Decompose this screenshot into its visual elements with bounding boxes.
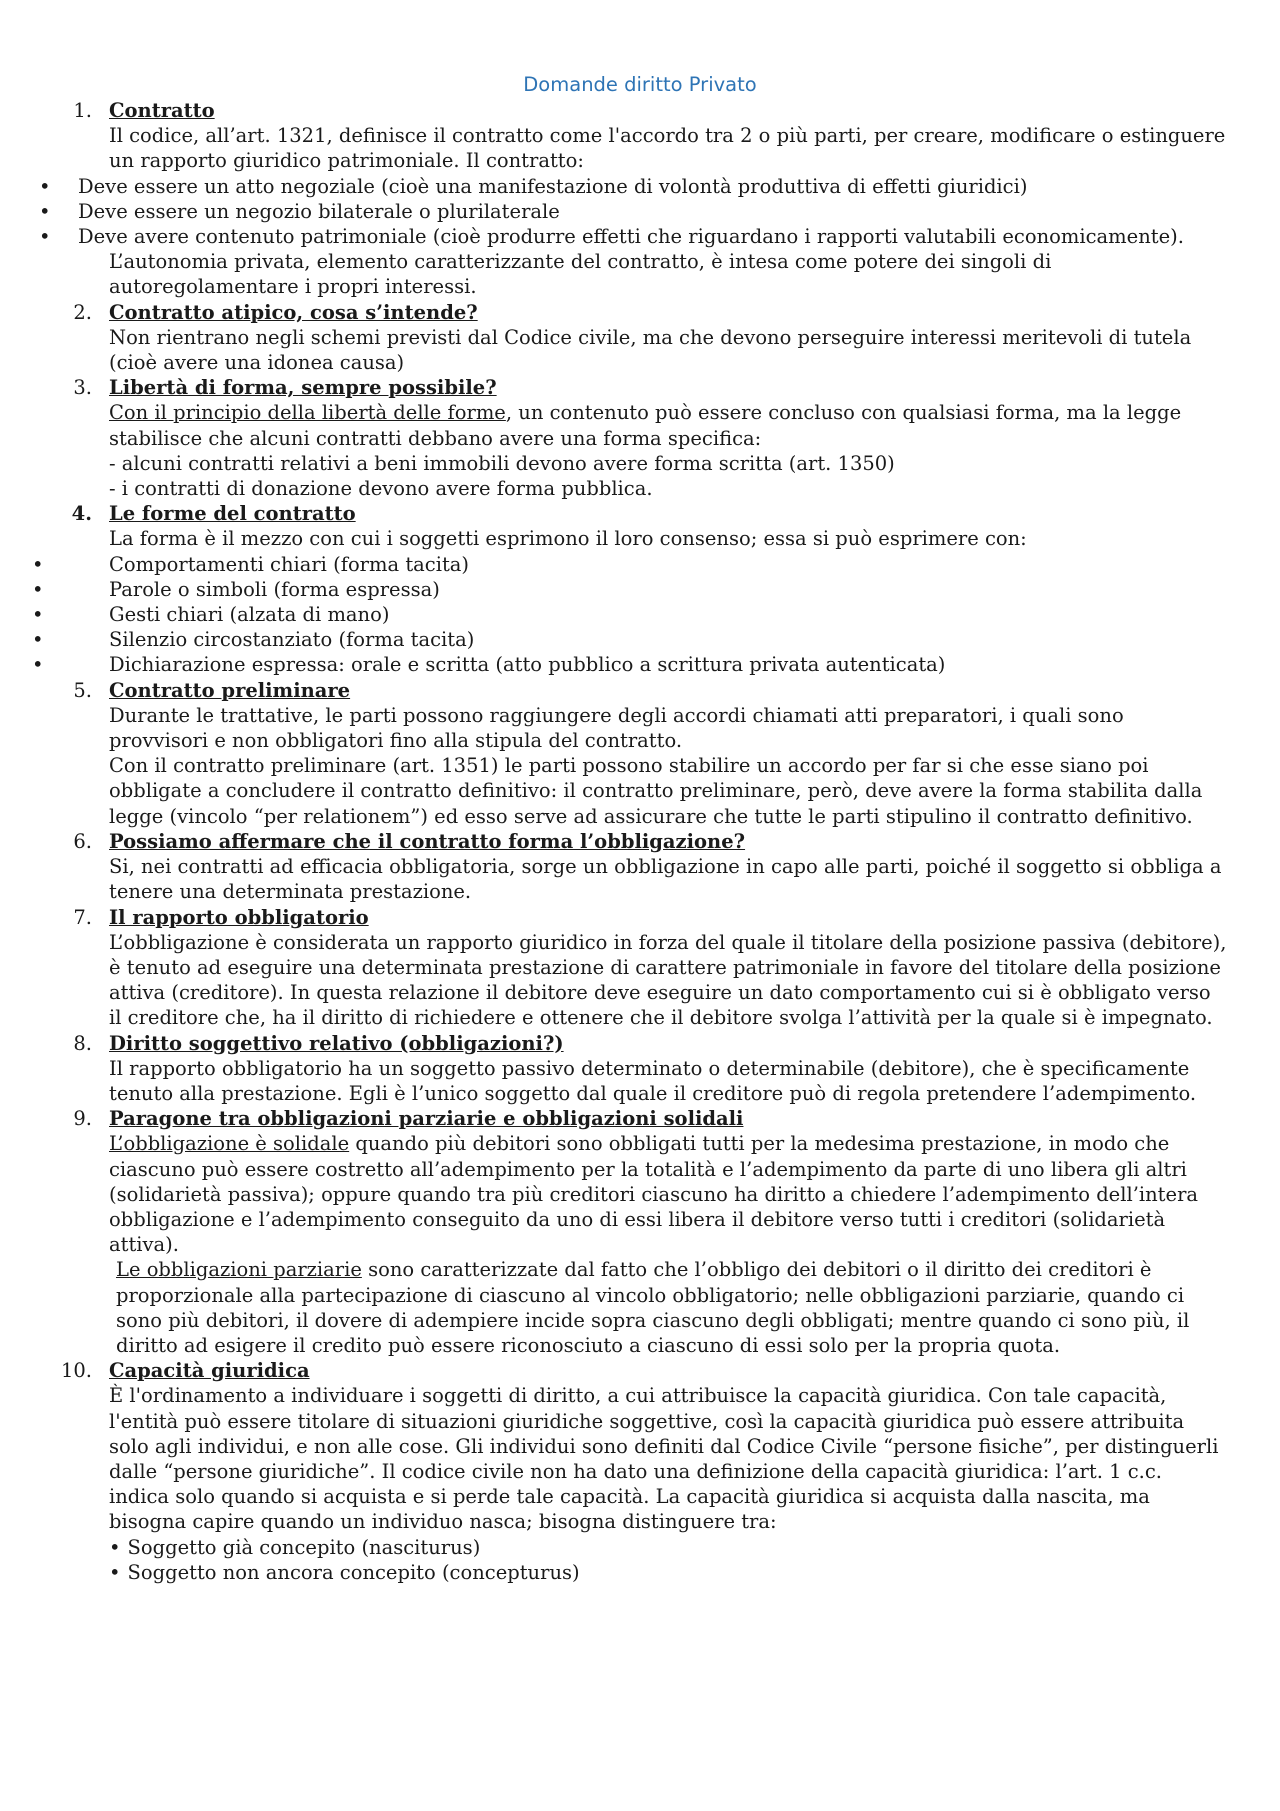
question-heading: Libertà di forma, sempre possibile?: [109, 376, 497, 400]
bullet-item: • Silenzio circostanziato (forma tacita): [0, 627, 1280, 652]
question-list: [0, 98, 1280, 1585]
paragraph: L’obbligazione è considerata un rapporto giuridico in forza del quale il titolare della posizione passiva (debitore), è tenuto ad eseguire una determinata prestazione di carattere patrimoniale in favore del titolare della posizione attiva (creditore). In questa relazione il debitore deve eseguire un dato comportamento cui si è obbligato verso il creditore che, ha il diritto di richiedere e ottenere che il debitore svolga l’attività per la quale si è impegnato.: [109, 930, 1227, 1030]
paragraph: La forma è il mezzo con cui i soggetti esprimono il loro consenso; essa si può esprimere con:: [109, 527, 1027, 551]
question-heading: Il rapporto obbligatorio: [109, 905, 369, 929]
question-item: [0, 829, 1280, 905]
question-item: [0, 678, 1280, 829]
underlined-term: L’obbligazione è solidale: [109, 1132, 350, 1156]
question-number: 5.: [73, 678, 92, 702]
bullet-item: • Soggetto già concepito (nasciturus): [109, 1535, 1228, 1560]
page-title: Domande diritto Privato: [523, 73, 757, 96]
question-number: 1.: [73, 99, 92, 122]
question-heading: Le forme del contratto: [109, 502, 356, 526]
question-number: 2.: [73, 300, 92, 324]
question-heading: Contratto atipico, cosa s’intende?: [109, 300, 478, 324]
paragraph: Durante le trattative, le parti possono raggiungere degli accordi chiamati atti preparatori, i quali sono provvisori e non obbligatori fino alla stipula del contratto.: [109, 703, 1124, 753]
bullet-item: • Dichiarazione espressa: orale e scritta (atto pubblico a scrittura privata autenticata): [0, 652, 1280, 677]
bullet-item: • Deve essere un atto negoziale (cioè una manifestazione di volontà produttiva di effetti giuridici): [0, 174, 1280, 199]
question-number: 10.: [60, 1359, 92, 1383]
paragraph: Il codice, all’art. 1321, definisce il contratto come l'accordo tra 2 o più parti, per creare, modificare o estinguere un rapporto giuridico patrimoniale. Il contratto:: [109, 124, 1226, 173]
paragraph: Con il contratto preliminare (art. 1351) le parti possono stabilire un accordo per far si che esse siano poi obbligate a concludere il contratto definitivo: il contratto preliminare, però, deve avere la forma stabilita dalla legge (vincolo “per relationem”) ed esso serve ad assicurare che tutte le parti stipulino il contratto definitivo.: [109, 754, 1203, 828]
question-item: [0, 1358, 1280, 1585]
question-item: [0, 375, 1280, 501]
question-item: [0, 905, 1280, 1031]
paragraph: È l'ordinamento a individuare i soggetti di diritto, a cui attribuisce la capacità giuridica. Con tale capacità, l'entità può essere titolare di situazioni giuridiche soggettive, così la capacità giuridica può essere attribuita solo agli individui, e non alle cose. Gli individui sono definiti dal Codice Civile “persone fisiche”, per distinguerli dalle “persone giuridiche”. Il codice civile non ha dato una definizione della capacità giuridica: l’art. 1 c.c. indica solo quando si acquista e si perde tale capacità. La capacità giuridica si acquista dalla nascita, ma bisogna capire quando un individuo nasca; bisogna distinguere tra:: [109, 1384, 1219, 1534]
paragraph: Il rapporto obbligatorio ha un soggetto passivo determinato o determinabile (debitore), che è specificamente tenuto alla prestazione. Egli è l’unico soggetto dal quale il creditore può di regola pretendere l’adempimento.: [109, 1056, 1197, 1105]
paragraph: Con il principio della libertà delle forme, un contenuto può essere concluso con qualsiasi forma, ma la legge stabilisce che alcuni contratti debbano avere una forma specifica:: [109, 401, 1182, 450]
question-heading: Diritto soggettivo relativo (obbligazioni?): [109, 1031, 564, 1055]
question-number: 3.: [73, 376, 92, 400]
paragraph: L’autonomia privata, elemento caratterizzante del contratto, è intesa come potere dei singoli di autoregolamentare i propri interessi.: [109, 250, 1052, 299]
question-number: 8.: [73, 1031, 92, 1055]
list-line: - alcuni contratti relativi a beni immobili devono avere forma scritta (art. 1350): [109, 451, 895, 475]
paragraph: L’obbligazione è solidale quando più debitori sono obbligati tutti per la medesima prestazione, in modo che ciascuno può essere costretto all’adempimento per la totalità e l’adempimento da parte di uno libera gli altri (solidarietà passiva); oppure quando tra più creditori ciascuno ha diritto a chiedere l’adempimento dell’intera obbligazione e l’adempimento conseguito da uno di essi libera il debitore verso tutti i creditori (solidarietà attiva).: [109, 1132, 1199, 1257]
bullet-item: • Deve avere contenuto patrimoniale (cioè produrre effetti che riguardano i rapporti valutabili economicamente).: [0, 224, 1280, 249]
underlined-term: Le obbligazioni parziarie: [116, 1258, 362, 1282]
question-number: 4.: [71, 502, 92, 526]
question-heading: Possiamo affermare che il contratto forma l’obbligazione?: [109, 829, 746, 853]
bullet-item: • Soggetto non ancora concepito (concepturus): [109, 1560, 1228, 1585]
bullet-item: • Comportamenti chiari (forma tacita): [0, 552, 1280, 577]
question-number: 9.: [73, 1107, 92, 1131]
question-item: [0, 300, 1280, 376]
list-line: - i contratti di donazione devono avere forma pubblica.: [109, 477, 653, 501]
paragraph: Si, nei contratti ad efficacia obbligatoria, sorge un obbligazione in capo alle parti, poiché il soggetto si obbliga a tenere una determinata prestazione.: [109, 855, 1222, 904]
question-number: 6.: [73, 829, 92, 853]
bullet-item: • Deve essere un negozio bilaterale o plurilaterale: [0, 199, 1280, 224]
paragraph: Non rientrano negli schemi previsti dal Codice civile, ma che devono perseguire interessi meritevoli di tutela (cioè avere una idonea causa): [109, 325, 1192, 375]
question-heading: Contratto preliminare: [109, 678, 351, 702]
bullet-item: • Gesti chiari (alzata di mano): [0, 602, 1280, 627]
bullet-item: • Parole o simboli (forma espressa): [0, 577, 1280, 602]
question-item: [0, 1106, 1280, 1358]
question-number: 7.: [73, 905, 92, 929]
question-item: [0, 501, 1280, 677]
question-heading: Capacità giuridica: [109, 1359, 310, 1383]
question-item: [0, 1031, 1280, 1107]
question-heading: Paragone tra obbligazioni parziarie e obbligazioni solidali: [109, 1107, 744, 1131]
question-heading: Contratto: [109, 99, 215, 122]
question-item: [0, 98, 1280, 300]
paragraph: Le obbligazioni parziarie sono caratterizzate dal fatto che l’obbligo dei debitori o il diritto dei creditori è proporzionale alla partecipazione di ciascuno al vincolo obbligatorio; nelle obbligazioni parziarie, quando ci sono più debitori, il dovere di adempiere incide sopra ciascuno degli obbligati; mentre quando ci sono più, il diritto ad esigere il credito può essere riconosciuto a ciascuno di essi solo per la propria quota.: [116, 1258, 1190, 1357]
underlined-term: Con il principio della libertà delle forme: [109, 401, 506, 425]
